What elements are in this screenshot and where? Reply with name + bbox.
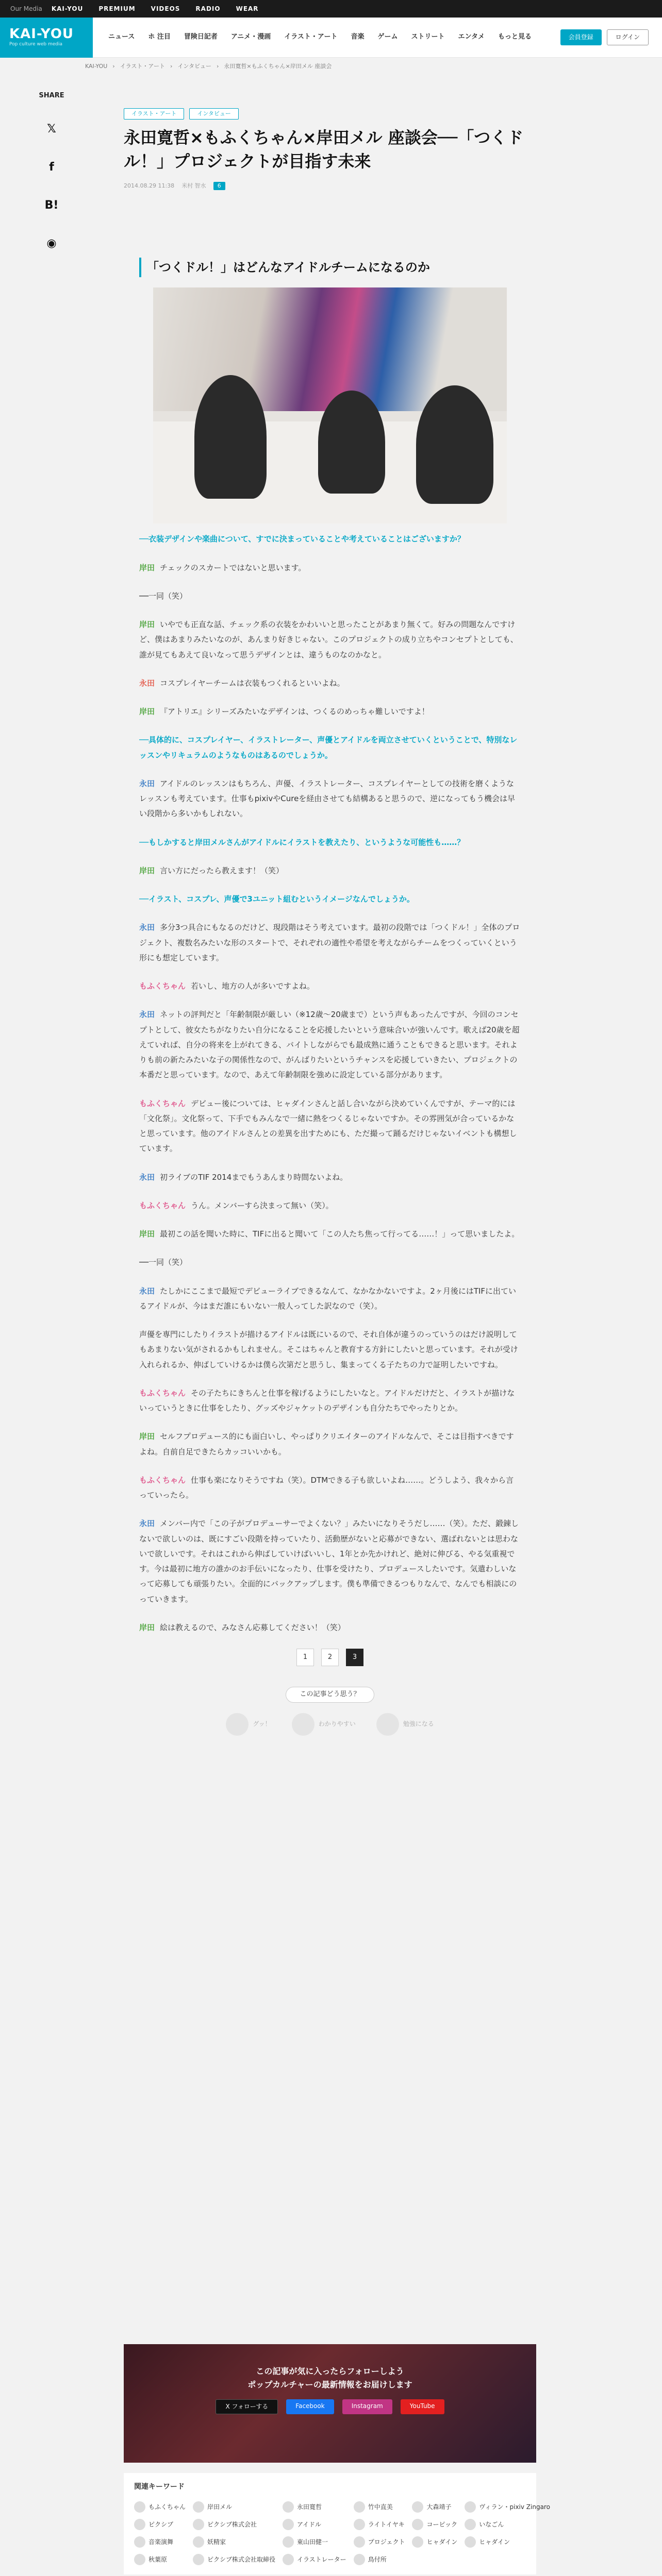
keyword-thumbnail-icon [134, 2501, 145, 2513]
nav-item-game[interactable]: ゲーム [377, 33, 398, 41]
article-paragraph [139, 1473, 521, 1503]
paragraph-text: 多分3つ具合にもなるのだけど、現段階はそう考えています。最初の段階では「つくドル！」全体のプロジェクト、複数名みたいな形のスタートで、それぞれの適性や希望を考えながらチームをつくっていくという形にも想定しています。 [139, 923, 520, 962]
keyword-label: 竹中直美 [368, 2503, 393, 2511]
follow-banner [124, 2344, 536, 2463]
tag-interview[interactable]: インタビュー [189, 108, 239, 120]
site-logo[interactable] [0, 18, 93, 58]
keyword-thumbnail-icon [412, 2536, 423, 2548]
follow-title-line2: ポップカルチャーの最新情報をお届けします [247, 2379, 412, 2389]
keyword-item[interactable] [412, 2499, 457, 2515]
nav-item-illust[interactable]: イラスト・アート [284, 33, 338, 41]
article-paragraph [139, 1096, 521, 1157]
article-paragraph [139, 1516, 521, 1607]
reaction-label: わかりやすい [318, 1720, 356, 1728]
keyword-thumbnail-icon [354, 2501, 365, 2513]
breadcrumb-separator: › [112, 62, 115, 70]
register-button[interactable]: 会員登録 [560, 29, 602, 45]
breadcrumb-item-current: 永田寛哲×もふくちゃん×岸田メル 座談会 [224, 62, 332, 70]
keyword-label: アイドル [297, 2520, 321, 2528]
keyword-label: 岸田メル [207, 2503, 233, 2511]
article-body [139, 258, 521, 1748]
media-link-wear[interactable]: WEAR [236, 5, 259, 12]
article-photo [153, 287, 507, 523]
paragraph-text: ネットの評判だと「年齢制限が厳しい（※12歳〜20歳まで）という声もあったんですが、今回のコンセプトとして、彼女たちがなりたい自分になることを応援したいという意味合いが強いんです。歌えば20歳を超えていれば、自分の将来を上がれてきる、バイトしながらでも最成熟に通うこともできると思います。それよりも前の新たみたいな子の関係性なので、がんばりたいというチャンスを応援していきたい、プロジェクトの本番だと思っています。なので、あえて年齢制限を強めに設定している部分があります。 [139, 1010, 520, 1080]
paragraph-text: うん。メンバーすら決まって無い（笑）。 [191, 1200, 334, 1210]
page-link-1[interactable]: 1 [296, 1649, 314, 1666]
speaker-name: もふくちゃん [139, 1388, 186, 1398]
facebook-icon[interactable]: f [49, 160, 54, 174]
reaction-label: 勉強になる [403, 1720, 434, 1728]
photo-person [416, 385, 493, 504]
article-header [124, 108, 531, 192]
nav-item-entame[interactable]: エンタメ [458, 33, 485, 41]
interview-question [139, 532, 521, 547]
article-paragraph [139, 979, 521, 994]
article-paragraph [139, 676, 521, 691]
keyword-label: 秋葉原 [148, 2555, 168, 2563]
article-paragraph [139, 863, 521, 878]
interview-question [139, 733, 521, 763]
paragraph-text: 若いし、地方の人が多いですよね。 [191, 981, 315, 991]
article-paragraph [139, 1255, 521, 1270]
keyword-item[interactable] [193, 2517, 275, 2532]
breadcrumb-item-subcategory[interactable]: インタビュー [177, 62, 211, 70]
keyword-item[interactable] [134, 2552, 186, 2567]
keyword-thumbnail-icon [465, 2536, 476, 2548]
article-paragraph [139, 704, 521, 719]
keyword-thumbnail-icon [354, 2554, 365, 2565]
paragraph-text: コスプレイヤーチームは衣装もつくれるといいよね。 [160, 678, 345, 688]
keyword-label: 妖精家 [207, 2538, 226, 2546]
paragraph-text: デビュー後については、ヒャダインさんと話し合いながら決めていくんですが、テーマ的には「文化祭」。文化祭って、下手でもみんなで一緒に熱をつくるじゃないですか。その雰囲気が合っているかなと思っています。他のアイドルさんとの差異を出すためにも、ただ撮って踊るだけじゃないイベントも構想しています。 [139, 1098, 517, 1154]
keyword-item[interactable] [193, 2552, 275, 2567]
keyword-item[interactable] [193, 2499, 275, 2515]
nav-item-news[interactable]: ニュース [108, 33, 135, 41]
keyword-label: 永田寛哲 [297, 2503, 322, 2511]
keyword-item[interactable] [412, 2534, 457, 2550]
keyword-item[interactable] [193, 2534, 275, 2550]
keyword-label: ヒャダイン [479, 2538, 510, 2546]
paragraph-text: 言い方にだったら教えます！（笑） [160, 866, 284, 875]
article-meta [124, 181, 531, 192]
article-paragraph [139, 776, 521, 822]
article-paragraph [139, 561, 521, 575]
interview-question [139, 835, 521, 850]
keyword-label: ライトイヤキ [368, 2520, 405, 2528]
speaker-name: 永田 [139, 678, 155, 688]
keyword-thumbnail-icon [134, 2519, 145, 2530]
keyword-label: 音楽演舞 [148, 2538, 174, 2546]
paragraph-text: 最初この話を聞いた時に、TIFに出ると聞いて「この人たち焦って行ってる……！」って思いましたよ。 [160, 1229, 520, 1239]
keyword-label: ピクシブ [148, 2520, 174, 2528]
paragraph-text: ──具体的に、コスプレイヤー、イラストレーター、声優とアイドルを両立させていくということで、特別なレッスンやリキュラムのようなものはあるのでしょうか。 [139, 735, 518, 760]
follow-facebook-button[interactable]: Facebook [286, 2399, 334, 2414]
keyword-label: 東山田健一 [297, 2538, 328, 2546]
media-link-kai-you[interactable]: KAI-YOU [51, 5, 84, 12]
speaker-name: 永田 [139, 1010, 155, 1020]
article-paragraph [139, 1620, 521, 1635]
speaker-name: 永田 [139, 1519, 155, 1529]
follow-title-line1: この記事が気に入ったらフォローしよう [256, 2366, 404, 2376]
keyword-thumbnail-icon [283, 2501, 294, 2513]
paragraph-text: 声優を専門にしたりイラストが描けるアイドルは既にいるので、それ自体が違うのっていうのはだけ説明してもあまりない気がされるかもしれません。そこはちゃんと教育する方針にしたいと思っています。それが受け入れられるか、伸ばしていけるかは僕ら次第だと思うし、集まってくる子たちの力で証明したいですね。 [139, 1330, 518, 1369]
hatena-icon[interactable]: B! [44, 198, 59, 212]
section-heading: 「つくドル！」はどんなアイドルチームになるのか [139, 258, 521, 277]
paragraph-text: 仕事も楽になりそうですね（笑）。DTMできる子も欲しいよね……。どうしよう、我々から言っていったら。 [139, 1475, 514, 1500]
keyword-item[interactable] [354, 2499, 405, 2515]
reaction-label: グッ！ [253, 1720, 271, 1728]
reaction-clear-button[interactable] [292, 1713, 356, 1736]
top-media-bar [0, 0, 662, 18]
keyword-item[interactable] [283, 2534, 346, 2550]
photo-person [194, 375, 267, 499]
article-paragraph [139, 1386, 521, 1416]
reaction-section [139, 1687, 521, 1736]
keyword-thumbnail-icon [193, 2519, 204, 2530]
breadcrumb-separator: › [217, 62, 219, 70]
keyword-label: ピクシブ株式会社 [207, 2520, 257, 2528]
line-icon[interactable]: ◉ [46, 236, 57, 250]
paragraph-text: 初ライブのTIF 2014までもうあんまり時間ないよね。 [160, 1172, 348, 1182]
paragraph-text: その子たちにきちんと仕事を稼げるようにしたいなと。アイドルだけだと、イラストが描けないっていうときに仕事をしたり、グッズやジャケットのデザインも自分たちでやったりとか。 [139, 1388, 515, 1413]
keyword-item[interactable] [134, 2499, 186, 2515]
main-nav [108, 31, 545, 44]
nav-item-featured[interactable]: ホ 注目 [148, 33, 171, 41]
pagination [139, 1649, 521, 1666]
nav-item-more[interactable]: もっと見る [498, 33, 532, 41]
article-paragraph [139, 920, 521, 965]
site-header [0, 18, 662, 58]
keyword-thumbnail-icon [412, 2501, 423, 2513]
article-date: 2014.08.29 11:38 [124, 182, 175, 189]
keyword-label: 鳥付所 [368, 2555, 387, 2563]
media-link-radio[interactable]: RADIO [195, 5, 221, 12]
speaker-name: 岸田 [139, 1229, 155, 1239]
article-paragraph [139, 589, 521, 604]
nav-item-street[interactable]: ストリート [411, 33, 445, 41]
breadcrumb-item-category[interactable]: イラスト・アート [120, 62, 166, 70]
speaker-name: 岸田 [139, 620, 155, 630]
keyword-thumbnail-icon [283, 2554, 294, 2565]
keyword-label: もふくちゃん [148, 2503, 186, 2511]
speaker-name: 永田 [139, 1172, 155, 1182]
tag-illust[interactable]: イラスト・アート [124, 108, 184, 120]
reaction-learn-button[interactable] [376, 1713, 434, 1736]
keyword-thumbnail-icon [412, 2519, 423, 2530]
comment-count-badge: 6 [213, 182, 225, 190]
article-title: 永田寛哲×もふくちゃん×岸田メル 座談会──「つくドル！」プロジェクトが目指す未来 [124, 128, 524, 172]
keyword-thumbnail-icon [193, 2536, 204, 2548]
speaker-name: 岸田 [139, 1622, 155, 1632]
book-icon [376, 1713, 399, 1736]
keyword-label: ヴィラン・pixiv Zingaro [479, 2503, 550, 2511]
article-paragraph [139, 1429, 521, 1460]
keyword-item[interactable] [354, 2517, 405, 2532]
keyword-thumbnail-icon [465, 2501, 476, 2513]
keyword-item[interactable] [134, 2517, 186, 2532]
reaction-title: この記事どう思う？ [286, 1687, 374, 1703]
keyword-thumbnail-icon [134, 2536, 145, 2548]
keyword-item[interactable] [354, 2534, 405, 2550]
article-paragraphs [139, 532, 521, 1635]
article-paragraph [139, 1327, 521, 1372]
keyword-item[interactable] [354, 2552, 405, 2567]
photo-person [318, 391, 385, 494]
speaker-name: もふくちゃん [139, 1200, 186, 1210]
keywords-grid [134, 2499, 550, 2567]
article-paragraph [139, 1007, 521, 1082]
keyword-item[interactable] [283, 2552, 346, 2567]
share-sidebar [36, 92, 67, 252]
keyword-label: 大森靖子 [426, 2503, 452, 2511]
keyword-item[interactable] [134, 2534, 186, 2550]
paragraph-text: セルフプロデュース的にも面白いし、やっぱりクリエイターのアイドルなんで、そこは目指すべきですよね。自前自足できたらカッコいいかも。 [139, 1432, 514, 1456]
keyword-label: ピクシブ株式会社取締役 [207, 2555, 276, 2563]
page-link-2[interactable]: 2 [321, 1649, 339, 1666]
speaker-name: もふくちゃん [139, 1098, 186, 1108]
keyword-item[interactable] [465, 2499, 550, 2515]
keyword-thumbnail-icon [134, 2554, 145, 2565]
logo-subtitle: Pop culture web media [9, 41, 62, 47]
thumbs-up-icon [226, 1713, 249, 1736]
follow-links [124, 2399, 536, 2414]
article-paragraph [139, 1198, 521, 1213]
breadcrumb-separator: › [170, 62, 173, 70]
share-label: SHARE [39, 92, 64, 99]
nav-item-anime[interactable]: アニメ・漫画 [230, 33, 271, 41]
article-paragraph [139, 617, 521, 663]
keyword-item[interactable] [465, 2517, 550, 2532]
nav-item-diary[interactable]: 冒険日記者 [184, 33, 218, 41]
paragraph-text: メンバー内で「この子がプロデューサーでよくない？」みたいになりそうだし……（笑）。ただ、鍛錬しないで欲しいのは、既にすごい段階を持っていたり、活動歴がないと応募ができない、選ばれないとは思わないで欲しいです。それはこれから伸ばしていけばいいし、1年とか先かけれど、絶対に伸びる、やる気重視です。今は最初に地方の誰かのお手伝いになったり、仕事を受けたり、プロデュースしたいです。気遣わしいなって応募しても頑張りたい。全面的にバックアップします。僕も準備できるつもりなんで、なんでも相談にのっていきます。 [139, 1519, 519, 1604]
our-media-label: Our Media [10, 5, 42, 12]
keyword-label: プロジェクト [368, 2538, 405, 2546]
keyword-label: コーピック [426, 2520, 457, 2528]
follow-instagram-button[interactable]: Instagram [342, 2399, 392, 2414]
keyword-item[interactable] [465, 2534, 550, 2550]
logo-text: KAI-YOU [9, 26, 74, 42]
keyword-item[interactable] [283, 2517, 346, 2532]
interview-question [139, 892, 521, 907]
article-paragraph [139, 1170, 521, 1185]
article-paragraph [139, 1227, 521, 1242]
keyword-thumbnail-icon [283, 2536, 294, 2548]
keyword-thumbnail-icon [283, 2519, 294, 2530]
article-paragraph [139, 1284, 521, 1314]
keyword-item[interactable] [412, 2517, 457, 2532]
keyword-item[interactable] [283, 2499, 346, 2515]
speaker-name: もふくちゃん [139, 981, 186, 991]
keyword-label: ヒャダイン [426, 2538, 458, 2546]
speaker-name: 岸田 [139, 707, 155, 717]
keyword-label: いなごん [479, 2520, 504, 2528]
keyword-thumbnail-icon [354, 2519, 365, 2530]
header-actions [560, 29, 662, 45]
nav-item-music[interactable]: 音楽 [351, 33, 365, 41]
paragraph-text: 絵は教えるので、みなさん応募してください！（笑） [160, 1622, 345, 1632]
keywords-title: 関連キーワード [134, 2483, 185, 2491]
keyword-thumbnail-icon [465, 2519, 476, 2530]
keyword-thumbnail-icon [354, 2536, 365, 2548]
reaction-buttons [139, 1713, 521, 1736]
follow-youtube-button[interactable]: YouTube [401, 2399, 444, 2414]
paragraph-text: いやでも正直な話、チェック系の衣装をかわいいと思ったことがあまり無くて。好みの問題なんですけど、僕はあまりみたいなのが、あんまり好きじゃない。このプロジェクトの成り立ちやコンセプトとしても、誰が見てもあえて良いなって思うデザインとは、違うものなのかなと。 [139, 620, 518, 659]
article-tags [124, 108, 531, 120]
paragraph-text: アイドルのレッスンはもちろん、声優、イラストレーター、コスプレイヤーとしての技術を磨くようなレッスンも考えています。仕事もpixivやCureを経由させても結構あると思うので、逆になってもう機会は早い段階から多いかもしれない。 [139, 778, 516, 819]
login-button[interactable]: ログイン [607, 29, 649, 45]
page-link-3[interactable]: 3 [346, 1649, 363, 1666]
follow-x-button[interactable]: X フォローする [216, 2399, 278, 2414]
related-keywords [124, 2473, 550, 2574]
speaker-name: 永田 [139, 1286, 155, 1296]
speaker-name: 岸田 [139, 866, 155, 875]
lightbulb-icon [292, 1713, 315, 1736]
reaction-good-button[interactable] [226, 1713, 271, 1736]
speaker-name: 岸田 [139, 1432, 155, 1442]
paragraph-text: ──衣装デザインや楽曲について、すでに決まっていることや考えていることはございますか？ [139, 534, 465, 544]
keyword-label: イラストレーター [297, 2555, 346, 2563]
keyword-thumbnail-icon [193, 2554, 204, 2565]
keyword-thumbnail-icon [193, 2501, 204, 2513]
media-link-premium[interactable]: PREMIUM [98, 5, 136, 12]
paragraph-text: チェックのスカートではないと思います。 [160, 563, 306, 572]
paragraph-text: ──もしかすると岸田メルさんがアイドルにイラストを教えたり、というような可能性も……？ [139, 837, 465, 847]
paragraph-text: たしかにここまで最短でデビューライブできるなんて、なかなかないですよ。2ヶ月後にはTIFに出ているアイドルが、今はまだ誰にもいない一般人ってした訳なので（笑）。 [139, 1286, 517, 1311]
speaker-name: もふくちゃん [139, 1475, 186, 1485]
media-link-videos[interactable]: VIDEOS [151, 5, 180, 12]
speaker-name: 岸田 [139, 563, 155, 572]
speaker-name: 永田 [139, 923, 155, 933]
speaker-name: 永田 [139, 778, 155, 788]
x-icon[interactable]: 𝕏 [47, 122, 56, 135]
paragraph-text: ──イラスト、コスプレ、声優で3ユニット組むというイメージなんでしょうか。 [139, 894, 415, 904]
breadcrumb-item-home[interactable]: KAI-YOU [85, 62, 108, 70]
article-author[interactable]: 米村 智水 [181, 182, 206, 189]
paragraph-text: 『アトリエ』シリーズみたいなデザインは、つくるのめっちゃ難しいですよ！ [160, 707, 429, 717]
paragraph-text: ──一同（笑） [139, 1258, 188, 1267]
paragraph-text: ──一同（笑） [139, 591, 188, 601]
breadcrumb [0, 58, 662, 75]
